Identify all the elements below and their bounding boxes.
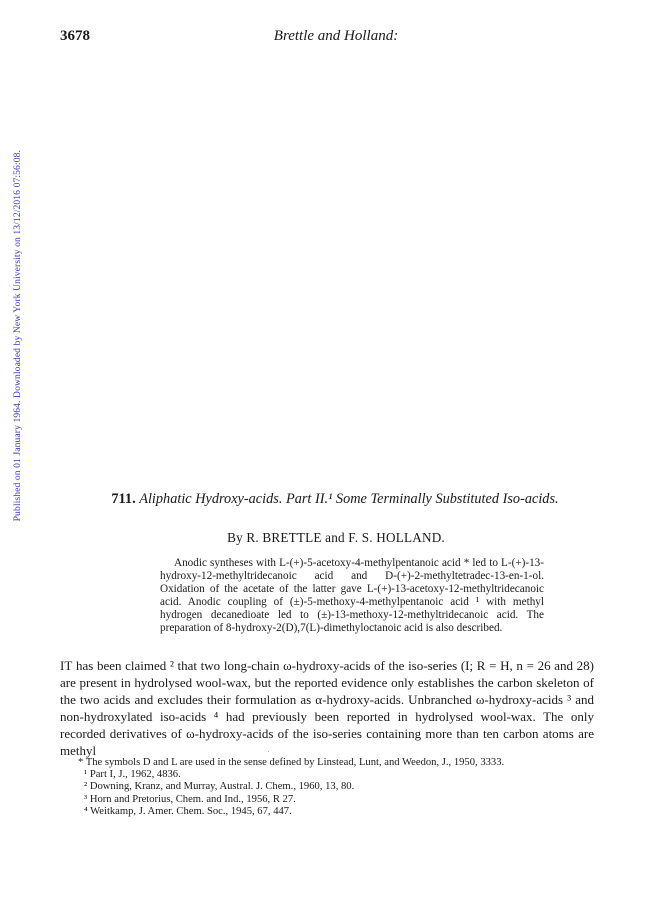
footnote-star: * The symbols D and L are used in the sense defined by Linstead, Lunt, and Weedon, J., 1950, 3333. (78, 757, 505, 768)
author-1-surname: RETTLE (271, 530, 322, 545)
download-stamp[interactable]: Published on 01 January 1964. Downloaded by New York University on 13/12/2016 07:56:08. (12, 150, 23, 522)
title-text: Aliphatic Hydroxy-acids. Part II.¹ Some Terminally Substituted Iso-acids. (139, 491, 559, 507)
page-number: 3678 (60, 28, 90, 44)
footnote-3: ³ Horn and Pretorius, Chem. and Ind., 1956, R 27. (84, 793, 296, 805)
body-paragraph (60, 657, 594, 759)
author-2-surname: OLLAND (386, 530, 442, 545)
author-2-initial: H (376, 530, 387, 545)
body-text: has been claimed ² that two long-chain ω-hydroxy-acids of the iso-series (I; R = H, n = 26 and 28) are present in hydrolysed wool-wax, but the reported evidence only establishes the carbon skeleton of the two acids and excludes their formulation as α-hydroxy-acids. Unbranched ω-hydroxy-acids ³ and non-hydroxylated iso-acids ⁴ had previously been reported in hydrolysed wool-wax. The only recorded derivatives of ω-hydroxy-acids of the iso-series containing more than ten carbon atoms are methyl (60, 658, 594, 758)
footnote-2: ² Downing, Kranz, and Murray, Austral. J. Chem., 1960, 13, 80. (84, 781, 355, 793)
footnote-4: ⁴ Weitkamp, J. Amer. Chem. Soc., 1945, 67, 447. (84, 805, 292, 817)
authors-prefix: By R. (227, 530, 263, 545)
authors-middle: and F. S. (321, 530, 377, 545)
footnotes (60, 757, 594, 818)
authors-line (0, 530, 672, 546)
author-1-initial: B (262, 530, 272, 545)
footnote-list (60, 769, 594, 818)
article-title (60, 490, 610, 508)
running-head: Brettle and Holland: (273, 28, 399, 44)
speck (268, 751, 269, 752)
body-lead-word: IT (60, 658, 73, 673)
article-number: 711. (111, 491, 136, 507)
abstract-text: Anodic syntheses with L-(+)-5-acetoxy-4-methylpentanoic acid * led to L-(+)-13-hydroxy-12-methyltridecanoic acid and D-(+)-2-methyltetradec-13-en-1-ol. Oxidation of the acetate of the latter gave L-(+)-13-acetoxy-12-methyltridecanoic acid. Anodic coupling of (±)-5-methoxy-4-methylpentanoic acid ¹ with methyl hydrogen decanedioate led to (±)-13-methoxy-12-methyltridecanoic acid. The preparation of 8-hydroxy-2(D),7(L)-dimethyloctanoic acid is also described. (160, 557, 544, 635)
abstract (160, 557, 544, 636)
footnote-1: ¹ Part I, J., 1962, 4836. (84, 769, 181, 781)
authors-suffix: . (441, 530, 445, 545)
